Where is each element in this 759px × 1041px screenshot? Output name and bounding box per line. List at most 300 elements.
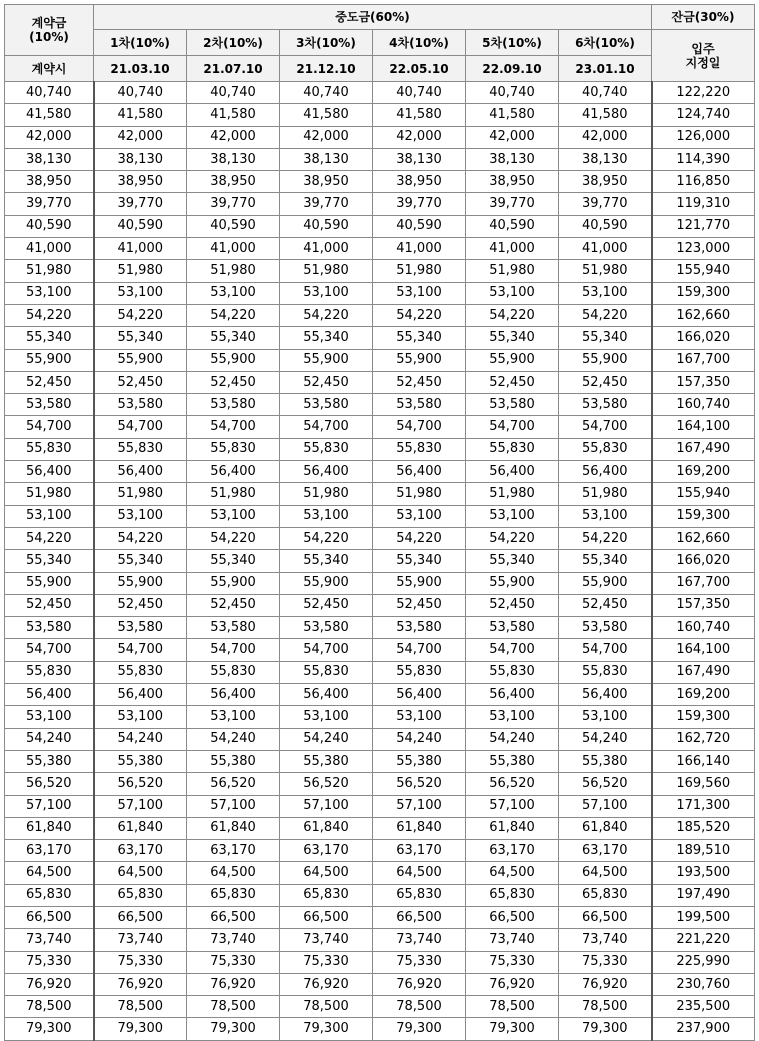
installment-cell: 56,400 [94,461,187,483]
table-body [5,82,755,1041]
table-row [5,639,755,661]
balance-cell: 197,490 [652,884,755,906]
installment-cell: 41,000 [559,238,652,260]
deposit-cell: 64,500 [5,862,94,884]
table-row [5,148,755,170]
installment-cell: 61,840 [94,817,187,839]
deposit-cell: 55,830 [5,438,94,460]
table-row [5,238,755,260]
installment-cell: 57,100 [94,795,187,817]
installment-cell: 53,100 [187,505,280,527]
installment-cell: 54,700 [466,639,559,661]
deposit-cell: 53,100 [5,706,94,728]
table-row [5,483,755,505]
installment-cell: 55,380 [94,750,187,772]
installment-cell: 78,500 [466,996,559,1018]
installment-cell: 53,100 [466,706,559,728]
table-row [5,104,755,126]
installment-cell: 73,740 [187,929,280,951]
installment-cell: 41,000 [466,238,559,260]
installment-cell: 57,100 [559,795,652,817]
deposit-cell: 55,340 [5,327,94,349]
installment-cell: 79,300 [94,1018,187,1040]
balance-header: 잔금(30%) [652,5,755,30]
installment-cell: 54,240 [466,728,559,750]
installment-cell: 51,980 [94,483,187,505]
installment-cell: 65,830 [280,884,373,906]
installment-cell: 56,400 [559,461,652,483]
installment-cell: 41,580 [559,104,652,126]
installment-cell: 64,500 [466,862,559,884]
installment-cell: 53,100 [280,505,373,527]
installment-cell: 54,700 [373,416,466,438]
table-row [5,617,755,639]
installment-cell: 42,000 [280,126,373,148]
installment-cell: 51,980 [187,260,280,282]
installment-cell: 54,220 [559,527,652,549]
installment-cell: 52,450 [466,594,559,616]
deposit-cell: 53,580 [5,617,94,639]
installment-cell: 79,300 [280,1018,373,1040]
installment-cell: 51,980 [373,483,466,505]
installment-cell: 40,740 [373,82,466,104]
installment-cell: 54,700 [187,639,280,661]
installment-cell: 79,300 [187,1018,280,1040]
balance-cell: 122,220 [652,82,755,104]
installment-cell: 51,980 [94,260,187,282]
installment-cell: 78,500 [280,996,373,1018]
installment-cell: 42,000 [559,126,652,148]
installment-cell: 55,830 [187,661,280,683]
installment-cell: 38,130 [373,148,466,170]
installment-cell: 53,100 [280,282,373,304]
installment-cell: 54,700 [559,639,652,661]
installment-cell: 39,770 [187,193,280,215]
installment-cell: 53,580 [559,617,652,639]
balance-cell: 189,510 [652,840,755,862]
balance-cell: 126,000 [652,126,755,148]
installment-cell: 61,840 [280,817,373,839]
installment-cell: 54,240 [280,728,373,750]
installment-cell: 54,220 [94,304,187,326]
table-row [5,394,755,416]
installment-cell: 55,830 [94,438,187,460]
table-row [5,661,755,683]
balance-cell: 199,500 [652,906,755,928]
installment-cell: 41,580 [187,104,280,126]
installment-cell: 66,500 [280,906,373,928]
balance-cell: 166,140 [652,750,755,772]
installment-cell: 79,300 [559,1018,652,1040]
installment-cell: 52,450 [373,371,466,393]
installment-cell: 52,450 [187,371,280,393]
installment-cell: 42,000 [187,126,280,148]
installment-cell: 54,700 [187,416,280,438]
installment-cell: 53,580 [280,394,373,416]
balance-cell: 162,660 [652,304,755,326]
installment-cell: 40,590 [466,215,559,237]
balance-cell: 166,020 [652,550,755,572]
installment-cell: 54,220 [559,304,652,326]
installment-cell: 51,980 [466,260,559,282]
table-row [5,438,755,460]
installment-cell: 40,590 [94,215,187,237]
installment-cell: 53,100 [373,505,466,527]
balance-cell: 237,900 [652,1018,755,1040]
installment-cell: 51,980 [280,483,373,505]
balance-cell: 157,350 [652,594,755,616]
installment-cell: 55,900 [559,572,652,594]
installment-cell: 54,220 [280,304,373,326]
installment-cell: 55,900 [559,349,652,371]
installment-cell: 53,100 [94,505,187,527]
deposit-cell: 54,700 [5,416,94,438]
installment-cell: 56,520 [466,773,559,795]
installment-header: 3차(10%) [280,30,373,56]
installment-cell: 40,740 [466,82,559,104]
deposit-cell: 53,580 [5,394,94,416]
installment-cell: 41,000 [373,238,466,260]
table-row [5,750,755,772]
installment-header: 4차(10%) [373,30,466,56]
installment-cell: 56,400 [187,461,280,483]
installment-cell: 38,950 [94,171,187,193]
installment-cell: 73,740 [280,929,373,951]
installment-cell: 75,330 [187,951,280,973]
installment-cell: 53,100 [466,505,559,527]
installment-cell: 54,220 [280,527,373,549]
installment-cell: 56,520 [559,773,652,795]
deposit-cell: 57,100 [5,795,94,817]
installment-cell: 41,580 [466,104,559,126]
deposit-cell: 56,520 [5,773,94,795]
installment-cell: 53,580 [466,394,559,416]
installment-cell: 55,380 [466,750,559,772]
installment-cell: 63,170 [373,840,466,862]
installment-cell: 42,000 [466,126,559,148]
installment-cell: 76,920 [373,973,466,995]
installment-cell: 65,830 [94,884,187,906]
installment-cell: 41,000 [280,238,373,260]
balance-cell: 171,300 [652,795,755,817]
balance-cell: 121,770 [652,215,755,237]
installment-cell: 55,340 [466,327,559,349]
installment-cell: 66,500 [466,906,559,928]
installment-cell: 65,830 [187,884,280,906]
installment-cell: 55,380 [187,750,280,772]
deposit-cell: 52,450 [5,594,94,616]
deposit-cell: 79,300 [5,1018,94,1040]
deposit-cell: 63,170 [5,840,94,862]
table-row [5,706,755,728]
deposit-cell: 39,770 [5,193,94,215]
installment-cell: 76,920 [466,973,559,995]
installment-cell: 75,330 [280,951,373,973]
installment-cell: 66,500 [559,906,652,928]
deposit-cell: 55,900 [5,572,94,594]
installment-cell: 55,900 [373,572,466,594]
due-date-header: 22.09.10 [466,56,559,82]
installment-cell: 56,400 [280,684,373,706]
table-row [5,906,755,928]
installment-cell: 38,130 [559,148,652,170]
balance-cell: 155,940 [652,260,755,282]
installment-cell: 53,580 [373,394,466,416]
installment-cell: 51,980 [466,483,559,505]
deposit-cell: 40,590 [5,215,94,237]
installment-cell: 38,130 [280,148,373,170]
installment-cell: 51,980 [280,260,373,282]
installment-cell: 55,380 [280,750,373,772]
installment-cell: 52,450 [466,371,559,393]
installment-cell: 51,980 [559,260,652,282]
deposit-cell: 56,400 [5,461,94,483]
table-row [5,260,755,282]
installment-cell: 65,830 [466,884,559,906]
installment-cell: 56,400 [466,461,559,483]
installment-cell: 55,900 [466,572,559,594]
installment-cell: 52,450 [94,371,187,393]
installment-cell: 51,980 [373,260,466,282]
installment-cell: 55,900 [187,572,280,594]
table-row [5,862,755,884]
installment-cell: 39,770 [280,193,373,215]
table-row [5,973,755,995]
installment-cell: 53,580 [280,617,373,639]
installment-cell: 55,900 [280,572,373,594]
balance-cell: 221,220 [652,929,755,951]
installment-cell: 55,340 [373,327,466,349]
deposit-cell: 73,740 [5,929,94,951]
installment-cell: 65,830 [373,884,466,906]
installment-cell: 78,500 [94,996,187,1018]
balance-cell: 164,100 [652,416,755,438]
table-row [5,505,755,527]
installment-cell: 42,000 [94,126,187,148]
installment-cell: 54,700 [466,416,559,438]
installment-cell: 53,100 [94,706,187,728]
installment-cell: 42,000 [373,126,466,148]
table-row [5,215,755,237]
installment-cell: 56,520 [94,773,187,795]
installment-cell: 79,300 [373,1018,466,1040]
installment-cell: 64,500 [373,862,466,884]
middle-payment-header: 중도금(60%) [94,5,652,30]
balance-cell: 230,760 [652,973,755,995]
installment-cell: 54,220 [187,304,280,326]
installment-cell: 54,220 [466,304,559,326]
deposit-cell: 51,980 [5,483,94,505]
table-row [5,327,755,349]
installment-cell: 56,400 [280,461,373,483]
balance-cell: 123,000 [652,238,755,260]
balance-cell: 185,520 [652,817,755,839]
table-row [5,594,755,616]
installment-cell: 52,450 [280,594,373,616]
table-row [5,884,755,906]
table-row [5,461,755,483]
balance-cell: 119,310 [652,193,755,215]
installment-cell: 53,580 [559,394,652,416]
balance-when-label: 입주 지정일 [685,41,721,70]
installment-cell: 61,840 [466,817,559,839]
installment-cell: 75,330 [94,951,187,973]
installment-cell: 40,740 [559,82,652,104]
installment-cell: 66,500 [187,906,280,928]
installment-cell: 63,170 [94,840,187,862]
installment-cell: 53,100 [466,282,559,304]
balance-cell: 164,100 [652,639,755,661]
deposit-cell: 54,220 [5,304,94,326]
payment-schedule-table [4,4,755,1041]
installment-cell: 53,580 [373,617,466,639]
installment-cell: 75,330 [559,951,652,973]
deposit-header-label: 계약금 (10%) [29,16,69,44]
balance-cell: 169,200 [652,461,755,483]
installment-cell: 53,100 [559,706,652,728]
balance-cell: 159,300 [652,505,755,527]
deposit-cell: 65,830 [5,884,94,906]
installment-cell: 55,830 [466,438,559,460]
deposit-when-header: 계약시 [5,56,94,82]
deposit-cell: 38,950 [5,171,94,193]
due-date-header: 21.03.10 [94,56,187,82]
installment-cell: 56,400 [373,684,466,706]
installment-cell: 41,000 [187,238,280,260]
installment-cell: 78,500 [373,996,466,1018]
installment-cell: 55,830 [466,661,559,683]
balance-cell: 169,200 [652,684,755,706]
balance-cell: 235,500 [652,996,755,1018]
installment-cell: 55,900 [280,349,373,371]
table-row [5,1018,755,1040]
balance-cell: 114,390 [652,148,755,170]
installment-cell: 57,100 [280,795,373,817]
deposit-cell: 54,220 [5,527,94,549]
installment-cell: 55,380 [373,750,466,772]
deposit-cell: 61,840 [5,817,94,839]
installment-cell: 38,950 [280,171,373,193]
installment-cell: 56,400 [373,461,466,483]
installment-cell: 55,830 [373,661,466,683]
installment-cell: 76,920 [559,973,652,995]
balance-cell: 167,490 [652,661,755,683]
table-row [5,817,755,839]
deposit-cell: 55,900 [5,349,94,371]
installment-cell: 40,740 [94,82,187,104]
deposit-cell: 76,920 [5,973,94,995]
installment-header: 6차(10%) [559,30,652,56]
installment-cell: 63,170 [187,840,280,862]
deposit-cell: 55,830 [5,661,94,683]
installment-header: 1차(10%) [94,30,187,56]
table-row [5,126,755,148]
installment-cell: 55,340 [94,327,187,349]
balance-cell: 169,560 [652,773,755,795]
balance-cell: 157,350 [652,371,755,393]
installment-cell: 54,220 [187,527,280,549]
installment-cell: 61,840 [559,817,652,839]
installment-cell: 54,240 [559,728,652,750]
table-row [5,951,755,973]
installment-cell: 54,240 [187,728,280,750]
installment-cell: 63,170 [466,840,559,862]
installment-cell: 53,580 [94,617,187,639]
deposit-cell: 42,000 [5,126,94,148]
installment-cell: 40,740 [280,82,373,104]
balance-cell: 160,740 [652,617,755,639]
installment-cell: 73,740 [373,929,466,951]
installment-cell: 55,340 [280,550,373,572]
installment-cell: 39,770 [94,193,187,215]
installment-cell: 54,220 [466,527,559,549]
installment-cell: 54,700 [280,639,373,661]
installment-cell: 56,400 [94,684,187,706]
table-row [5,171,755,193]
installment-cell: 55,340 [559,550,652,572]
balance-cell: 225,990 [652,951,755,973]
installment-cell: 55,340 [466,550,559,572]
installment-cell: 66,500 [373,906,466,928]
balance-cell: 167,700 [652,349,755,371]
table-row [5,371,755,393]
balance-when-header [652,30,755,82]
installment-cell: 55,830 [280,661,373,683]
installment-cell: 54,220 [94,527,187,549]
installment-cell: 55,900 [94,349,187,371]
installment-cell: 55,340 [559,327,652,349]
installment-cell: 38,950 [559,171,652,193]
deposit-cell: 53,100 [5,282,94,304]
installment-cell: 38,950 [373,171,466,193]
installment-cell: 63,170 [280,840,373,862]
table-row [5,929,755,951]
installment-cell: 52,450 [559,594,652,616]
installment-cell: 53,100 [94,282,187,304]
installment-cell: 55,900 [187,349,280,371]
installment-cell: 40,740 [187,82,280,104]
deposit-cell: 54,700 [5,639,94,661]
installment-cell: 55,830 [187,438,280,460]
table-row [5,728,755,750]
balance-cell: 124,740 [652,104,755,126]
installment-cell: 54,700 [94,416,187,438]
due-date-header: 21.12.10 [280,56,373,82]
installment-cell: 63,170 [559,840,652,862]
installment-cell: 56,400 [466,684,559,706]
installment-cell: 61,840 [187,817,280,839]
table-row [5,282,755,304]
installment-cell: 54,240 [373,728,466,750]
installment-cell: 52,450 [94,594,187,616]
installment-cell: 38,950 [466,171,559,193]
installment-header: 2차(10%) [187,30,280,56]
installment-cell: 55,340 [280,327,373,349]
installment-cell: 73,740 [94,929,187,951]
table-row [5,795,755,817]
deposit-cell: 54,240 [5,728,94,750]
installment-cell: 64,500 [94,862,187,884]
due-date-header: 22.05.10 [373,56,466,82]
due-date-header: 21.07.10 [187,56,280,82]
installment-cell: 41,580 [94,104,187,126]
installment-cell: 76,920 [187,973,280,995]
balance-cell: 193,500 [652,862,755,884]
installment-cell: 38,130 [187,148,280,170]
table-row [5,840,755,862]
installment-cell: 54,700 [280,416,373,438]
balance-cell: 159,300 [652,706,755,728]
